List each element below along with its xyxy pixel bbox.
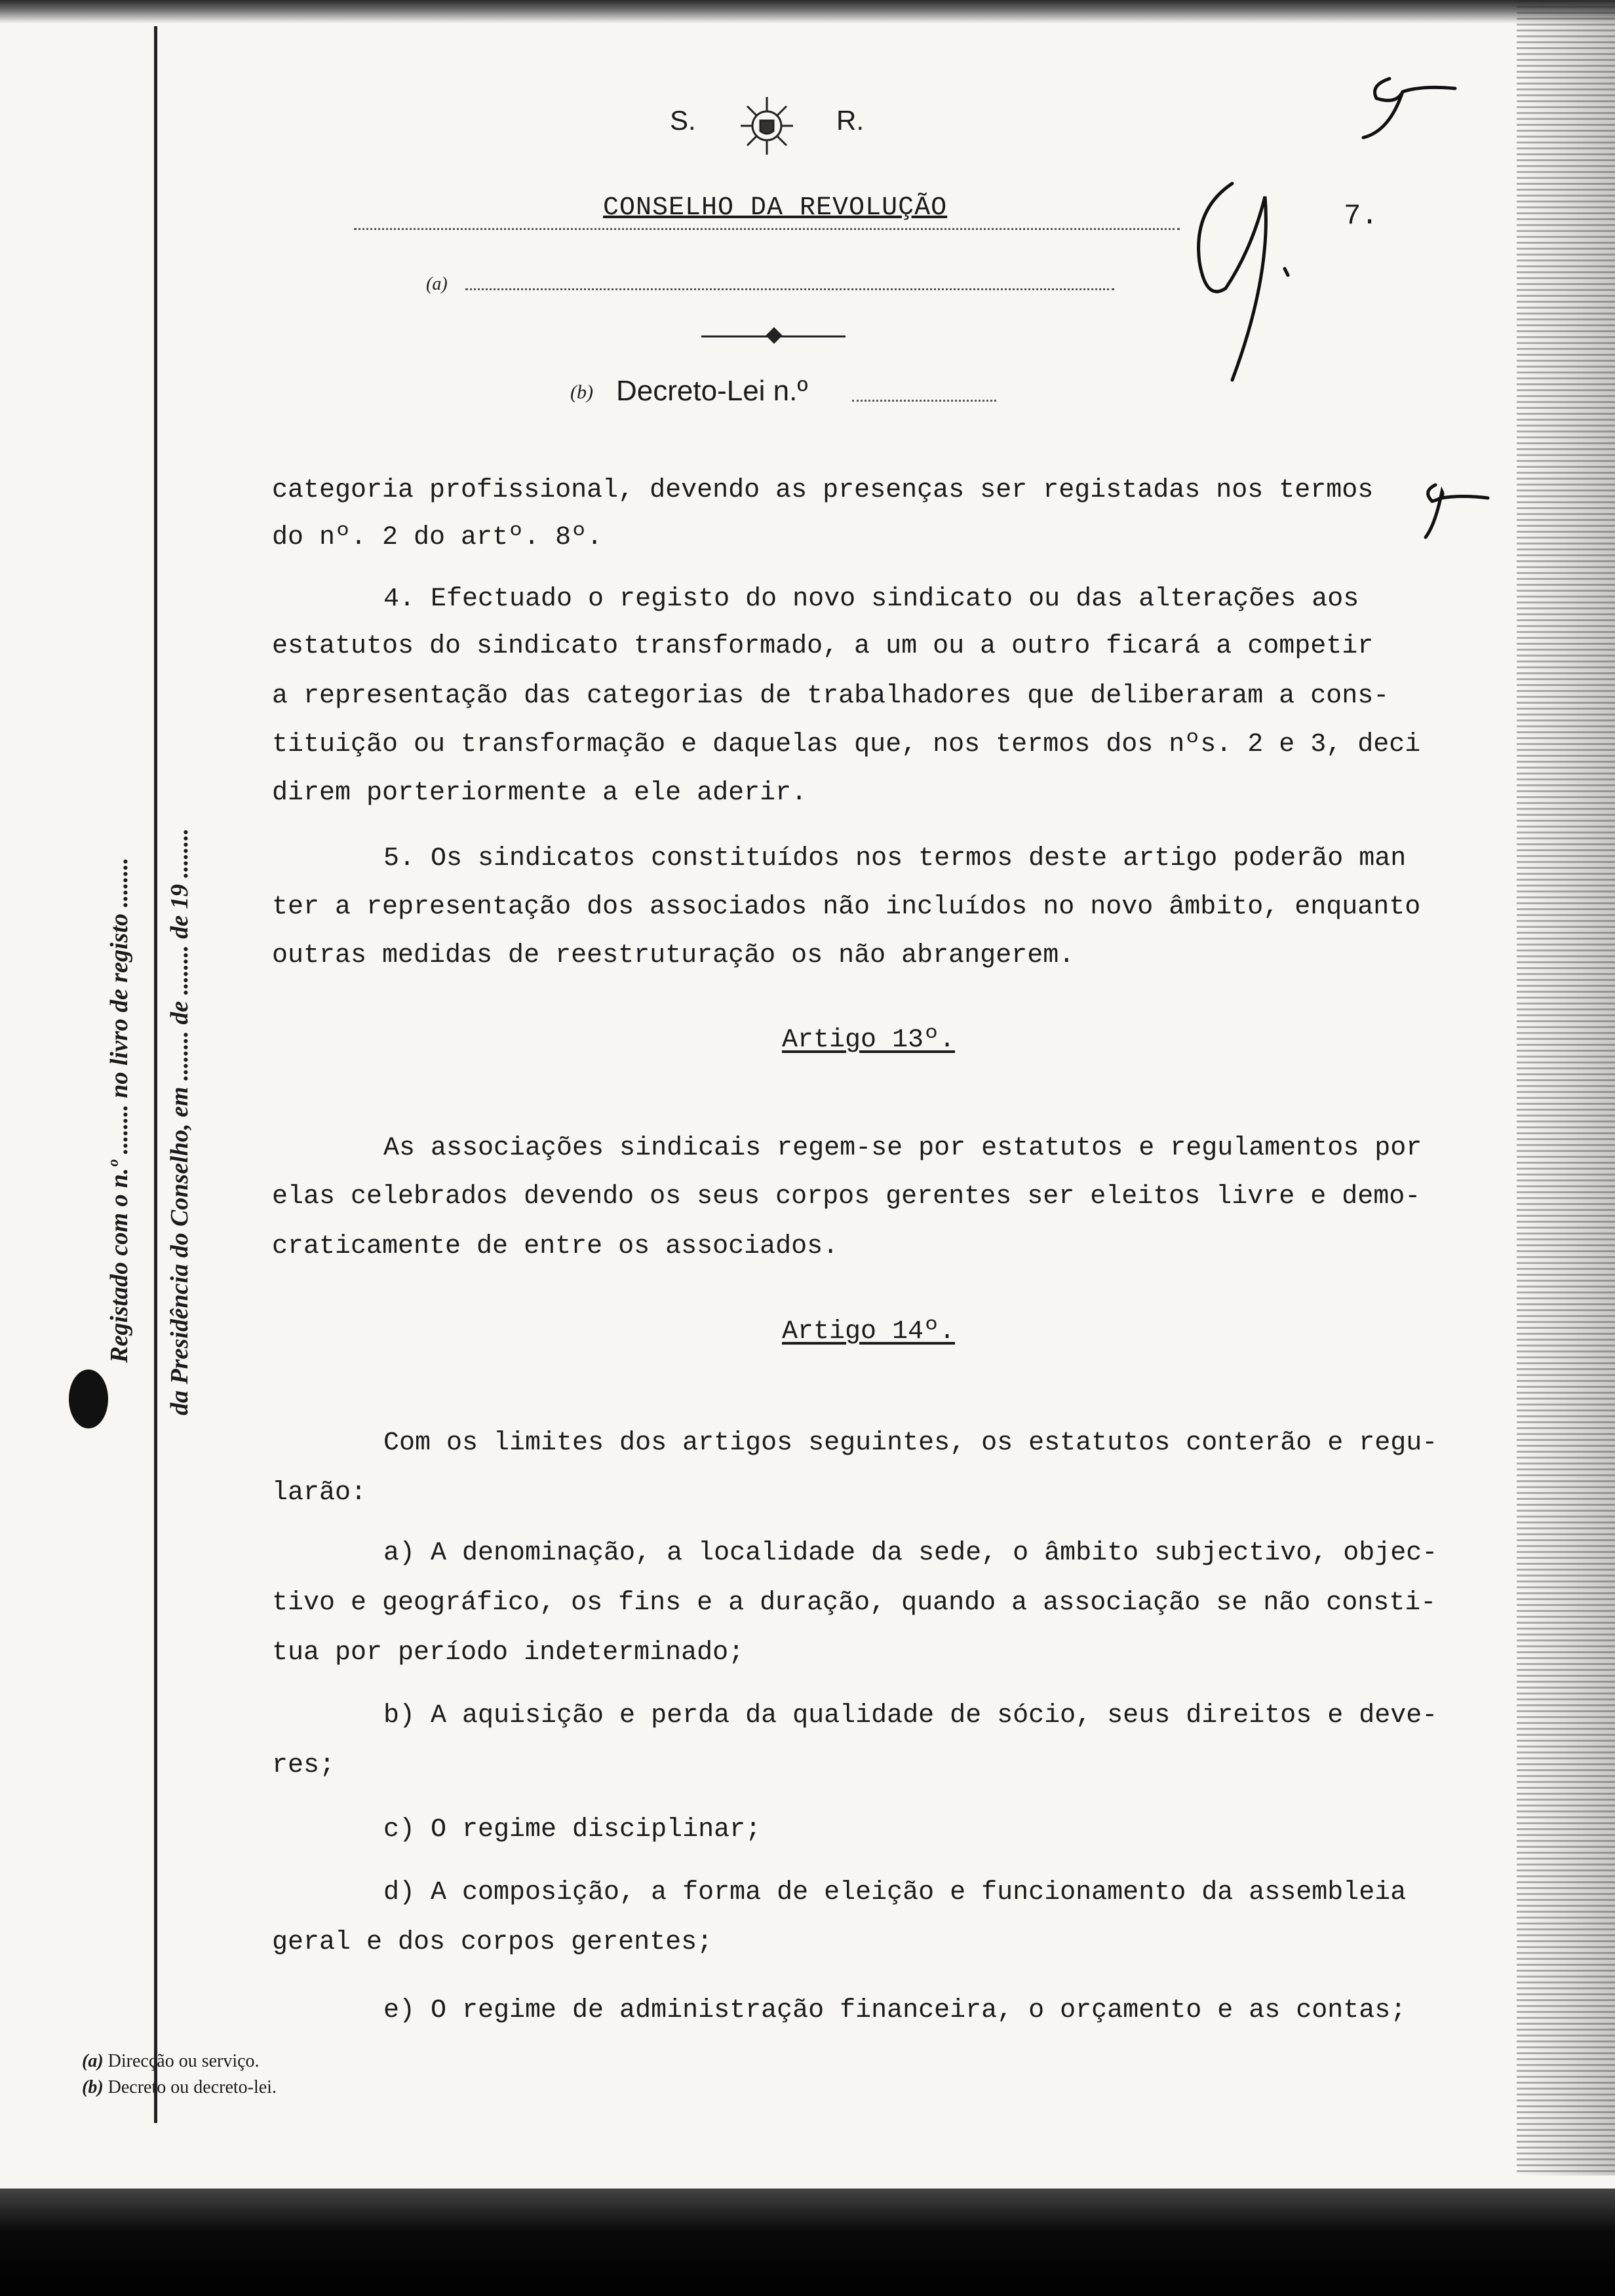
paragraph-5-line-2: ter a representação dos associados não incluídos no novo âmbito, enquanto xyxy=(272,892,1421,922)
paragraph-4-line-5: direm porteriormente a ele aderir. xyxy=(272,778,808,808)
handwritten-initial-mark xyxy=(1154,170,1324,387)
article-13-title: Artigo 13º. xyxy=(781,1025,956,1055)
ink-blot xyxy=(69,1369,108,1428)
footnote-b-marker: (b) xyxy=(82,2077,104,2097)
article-13-line-1: As associações sindicais regem-se por estatutos e regulamentos por xyxy=(383,1134,1422,1163)
item-a-line-1: a) A denominação, a localidade da sede, o âmbito subjectivo, objec- xyxy=(383,1539,1438,1568)
header-r: R. xyxy=(836,105,864,136)
article-13-line-3: craticamente de entre os associados. xyxy=(272,1232,839,1261)
item-c-line: c) O regime disciplinar; xyxy=(383,1815,762,1845)
paragraph-5-line-3: outras medidas de reestruturação os não abrangerem. xyxy=(272,941,1075,970)
emblem-icon xyxy=(728,92,806,157)
b-label: (b) xyxy=(570,381,593,403)
article-14-title: Artigo 14º. xyxy=(781,1317,956,1347)
paragraph-4-line-2: estatutos do sindicato transformado, a um ou a outro ficará a competir xyxy=(272,632,1374,661)
scan-edge-bottom xyxy=(0,2189,1615,2296)
a-label: (a) xyxy=(426,274,448,294)
article-14-heading xyxy=(272,1317,1465,1347)
scan-edge-top xyxy=(0,0,1615,24)
footnote-b xyxy=(82,2077,277,2098)
item-a-line-3: tua por período indeterminado; xyxy=(272,1638,745,1668)
article-13-line-2: elas celebrados devendo os seus corpos gerentes ser eleitos livre e demo- xyxy=(272,1182,1421,1212)
footnote-a-marker: (a) xyxy=(82,2051,104,2071)
article-14-line-1: Com os limites dos artigos seguintes, os estatutos conterão e regu- xyxy=(383,1428,1438,1458)
item-d-line-2: geral e dos corpos gerentes; xyxy=(272,1928,713,1957)
article-14-line-2: larão: xyxy=(272,1478,367,1508)
footnote-b-text: Decreto ou decreto-lei. xyxy=(107,2077,277,2097)
decree-label: Decreto-Lei n.º xyxy=(616,375,808,407)
council-name: CONSELHO DA REVOLUÇÃO xyxy=(603,193,948,223)
item-b-line-2: res; xyxy=(272,1751,336,1780)
header-s: S. xyxy=(670,105,696,136)
item-b-line-1: b) A aquisição e perda da qualidade de sócio, seus direitos e deve- xyxy=(383,1701,1438,1731)
article-13-heading xyxy=(272,1025,1465,1055)
margin-registration: Registado com o n.º ........ no livro de registo ........ xyxy=(106,857,133,1363)
item-a-line-2: tivo e geográfico, os fins e a duração, quando a associação se não consti- xyxy=(272,1588,1437,1618)
a-dotted-line xyxy=(465,288,1114,290)
paragraph-4-line-1: 4. Efectuado o registo do novo sindicato ou das alterações aos xyxy=(383,584,1359,614)
body-line-1: categoria profissional, devendo as presenças ser registadas nos termos xyxy=(272,476,1374,505)
footnote-a xyxy=(82,2051,260,2072)
page-number: 7. xyxy=(1344,200,1378,233)
footnote-a-text: Direcção ou serviço. xyxy=(107,2051,260,2071)
item-e-line: e) O regime de administração financeira, o orçamento e as contas; xyxy=(383,1996,1407,2025)
paragraph-4-line-3: a representação das categorias de trabalhadores que deliberaram a cons- xyxy=(272,681,1390,711)
margin-presidency: da Presidência do Conselho, em ........ de ........ de 19 ........ xyxy=(166,828,193,1415)
margin-rule xyxy=(154,26,157,2123)
body-line-2: do nº. 2 do artº. 8º. xyxy=(272,523,603,552)
paragraph-5-line-1: 5. Os sindicatos constituídos nos termos deste artigo poderão man xyxy=(383,844,1407,873)
paragraph-4-line-4: tituição ou transformação e daquelas que, nos termos dos nºs. 2 e 3, deci xyxy=(272,730,1421,759)
handwritten-signature-top xyxy=(1350,59,1468,151)
separator-diamond xyxy=(766,327,782,343)
decree-dotted-line xyxy=(852,400,996,402)
item-d-line-1: d) A composição, a forma de eleição e funcionamento da assembleia xyxy=(383,1878,1407,1907)
